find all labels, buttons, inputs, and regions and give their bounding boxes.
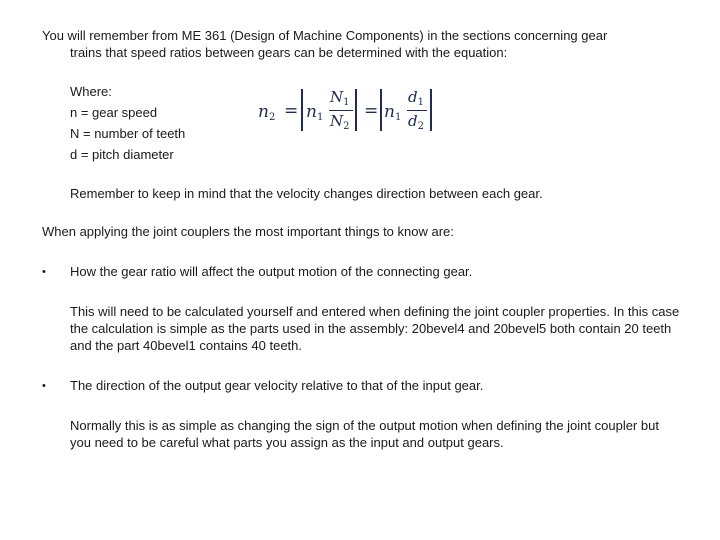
abs-bar-right-2 [430,89,432,131]
velocity-reminder: Remember to keep in mind that the velocity changes direction between each gear. [70,186,543,201]
fraction-line-2 [407,110,427,111]
where-label: Where: [70,84,112,99]
formula-denominator-d2: $d_2$ [408,112,424,132]
formula-numerator-N1: $N_1$ [330,88,350,108]
abs-bar-right-1 [355,89,357,131]
gear-ratio-equation [254,86,434,136]
definition-number-of-teeth: N = number of teeth [70,126,186,141]
bullet-body-gear-ratio: This will need to be calculated yourself and entered when defining the joint coupler properties. In this case the calculation is simple as the parts used in the assembly: 20bevel4 and 20bevel5 both contain 20 teeth and the part 40bevel1 contains 40 teeth. [70,304,680,353]
definition-gear-speed: n = gear speed [70,105,158,120]
formula-n1-b: $n_1$ [384,102,402,123]
intro-line-1: You will remember from ME 361 (Design of Machine Components) in the sections concerning gear [42,28,608,43]
joint-couplers-intro: When applying the joint couplers the most important things to know are: [42,224,454,239]
bullet-marker-1: • [42,266,46,278]
bullet-heading-direction: The direction of the output gear velocity relative to that of the input gear. [70,378,484,393]
bullet-heading-gear-ratio: How the gear ratio will affect the output motion of the connecting gear. [70,264,473,279]
formula-n1-a: $n_1$ [306,102,324,123]
bullet-marker-2: • [42,380,46,392]
definition-pitch-diameter: d = pitch diameter [70,147,174,162]
abs-bar-left-1 [301,89,303,131]
fraction-line-1 [329,110,353,111]
bullet-body-direction: Normally this is as simple as changing the sign of the output motion when defining the joint coupler but you need to be careful what parts you assign as the input and output gears. [70,418,659,450]
intro-line-2: trains that speed ratios between gears can be determined with the equation: [70,45,508,60]
formula-equals-2: = [364,101,379,121]
formula-denominator-N2: $N_2$ [330,112,350,132]
formula-numerator-d1: $d_1$ [408,88,424,108]
abs-bar-left-2 [380,89,382,131]
formula-n2: $n_2$ [258,102,276,123]
formula-equals-1: = [284,101,299,121]
